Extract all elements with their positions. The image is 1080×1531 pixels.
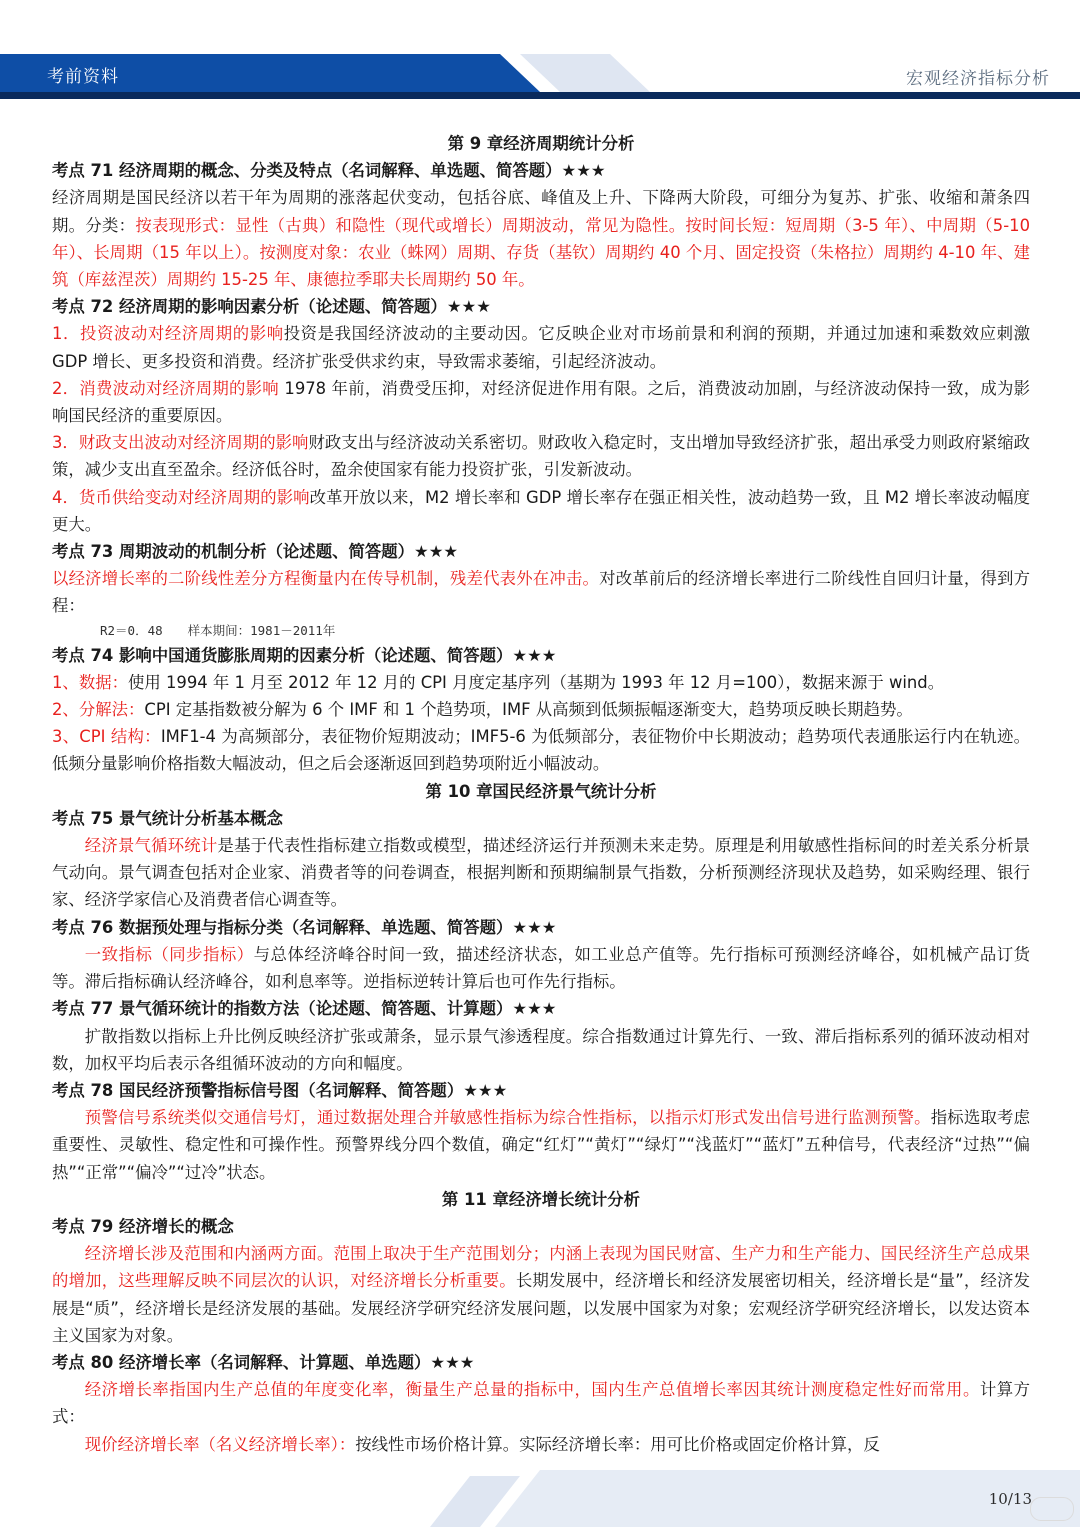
page-number: 10/13 (988, 1490, 1032, 1508)
header-light-stripe (520, 54, 650, 92)
kd80-line-red: 现价经济增长率（名义经济增长率）： (84, 1434, 356, 1454)
kd71-red-text: 按表现形式：显性（古典）和隐性（现代或增长）周期波动，常见为隐性。按时间长短：短周期（3-5 年）、中周期（5-10 年）、长周期（15 年以上）。按测度对象：农业（蛛网）周期、存货（基钦）周期约 40 个月、固定投资（朱格拉）周期约 4-10 年、建筑（库兹涅茨）周期约 15-25 年、康德拉季耶夫长周期约 50 年。 (52, 215, 1030, 290)
header-right-title: 宏观经济指标分析 (906, 69, 1050, 89)
kd72-item-label: 3．财政支出波动对经济周期的影响 (52, 433, 309, 453)
kd73-title: 考点 73 周期波动的机制分析（论述题、简答题）★★★ (52, 542, 459, 562)
kd72-item-1 (52, 320, 1030, 374)
kd77-title: 考点 77 景气循环统计的指数方法（论述题、简答题、计算题）★★★ (52, 999, 557, 1019)
kd71-title: 考点 71 经济周期的概念、分类及特点（名词解释、单选题、简答题）★★★ (52, 161, 606, 181)
kd72-title: 考点 72 经济周期的影响因素分析（论述题、简答题）★★★ (52, 297, 491, 317)
chapter-11-title: 第 11 章经济增长统计分析 (441, 1189, 641, 1209)
page-footer (0, 1470, 1080, 1527)
kd72-item-label: 2．消费波动对经济周期的影响 (52, 378, 279, 398)
kd76-text: 与总体经济峰谷时间一致，描述经济状态，如工业总产值等。先行指标可预测经济峰谷，如机械产品订货等。滞后指标确认经济峰谷，如利息率等。逆指标逆转计算后也可作先行指标。 (52, 944, 1030, 992)
kd73-paragraph (52, 565, 1030, 619)
kd78-text: 指标选取考虑重要性、灵敏性、稳定性和可操作性。预警界线分四个数值，确定“红灯”“黄灯”“绿灯”“浅蓝灯”“蓝灯”五种信号，代表经济“过热”“偏热”“正常”“偏冷”“过冷”状态。 (52, 1108, 1031, 1182)
kd72-item-text: 投资是我国经济波动的主要动因。它反映企业对市场前景和利润的预期，并通过加速和乘数效应刺激 GDP 增长、更多投资和消费。经济扩张受供求约束，导致需求萎缩，引起经济波动。 (52, 324, 1030, 371)
kd76-paragraph (52, 941, 1030, 995)
kd72-item-2 (52, 375, 1030, 429)
kd80-text: 计算方式： (52, 1380, 1031, 1427)
kd71-text: 经济周期是国民经济以若干年为周期的涨落起伏变动，包括谷底、峰值及上升、下降两大阶段，可细分为复苏、扩张、收缩和萧条四期。分类： (52, 188, 1030, 235)
header-left-title: 考前资料 (47, 67, 119, 87)
chapter-9-title: 第 9 章经济周期统计分析 (447, 134, 635, 153)
footer-band (0, 1470, 1080, 1527)
kd74-item-3 (52, 723, 1030, 777)
kd75-paragraph (52, 832, 1030, 914)
kd73-text: 对改革前后的经济增长率进行二阶线性自回归计量，得到方程： (52, 569, 1031, 616)
document-body (52, 130, 1030, 1458)
kd72-item-text: 改革开放以来，M2 增长率和 GDP 增长率存在强正相关性，波动趋势一致，且 M2 增长率波动幅度更大。 (52, 487, 1030, 534)
kd75-red-text: 经济景气循环统计 (84, 836, 218, 856)
kd76-red-text: 一致指标（同步指标） (84, 944, 254, 964)
kd74-title: 考点 74 影响中国通货膨胀周期的因素分析（论述题、简答题）★★★ (52, 645, 557, 665)
kd72-item-text: 1978 年前，消费受压抑，对经济促进作用有限。之后，消费波动加剧，与经济波动保持一致，成为影响国民经济的重要原因。 (52, 378, 1030, 426)
kd80-paragraph (52, 1376, 1030, 1430)
kd76-title: 考点 76 数据预处理与指标分类（名词解释、单选题、简答题）★★★ (52, 917, 557, 937)
kd72-item-label: 4．货币供给变动对经济周期的影响 (52, 487, 310, 507)
kd75-title: 考点 75 景气统计分析基本概念 (52, 808, 283, 828)
kd78-title: 考点 78 国民经济预警指标信号图（名词解释、简答题）★★★ (52, 1080, 508, 1100)
kd71-paragraph (52, 184, 1030, 293)
kd72-item-text: 财政支出与经济波动关系密切。财政收入稳定时，支出增加导致经济扩张，超出承受力则政府紧缩政策，减少支出直至盈余。经济低谷时，盈余使国家有能力投资扩张，引发新波动。 (52, 433, 1030, 480)
kd78-paragraph (52, 1104, 1030, 1186)
kd79-title: 考点 79 经济增长的概念 (52, 1216, 234, 1236)
kd74-item-1 (52, 669, 1030, 696)
kd73-red-text: 以经济增长率的二阶线性差分方程衡量内在传导机制，残差代表外在冲击。 (52, 569, 600, 589)
kd72-item-3 (52, 429, 1030, 483)
kd79-red-text: 经济增长涉及范围和内涵两方面。范围上取决于生产范围划分；内涵上表现为国民财富、生产力和生产能力、国民经济生产总成果的增加，这些理解反映不同层次的认识，对经济增长分析重要。 (52, 1244, 1030, 1291)
kd78-red-text: 预警信号系统类似交通信号灯，通过数据处理合并敏感性指标为综合性指标，以指示灯形式发出信号进行监测预警。 (84, 1108, 931, 1128)
page-header (0, 0, 1080, 100)
kd72-item-4 (52, 484, 1030, 538)
watermark-logo (1030, 1497, 1074, 1521)
kd74-item-label: 2、分解法： (52, 700, 145, 720)
kd77-paragraph: 扩散指数以指标上升比例反映经济扩张或萧条，显示景气渗透程度。综合指数通过计算先行、一致、滞后指标系列的循环波动相对数，加权平均后表示各组循环波动的方向和幅度。 (52, 1026, 1030, 1073)
kd80-line-text: 按线性市场价格计算。实际经济增长率：用可比价格或固定价格计算，反 (355, 1434, 880, 1454)
kd73-equation: R2＝0．48 样本期间：1981－2011年 (100, 622, 336, 638)
chapter-10-title: 第 10 章国民经济景气统计分析 (425, 781, 657, 801)
kd72-item-label: 1．投资波动对经济周期的影响 (52, 324, 284, 344)
kd75-text: 是基于代表性指标建立指数或模型，描述经济运行并预测未来走势。原理是利用敏感性指标间的时差关系分析景气动向。景气调查包括对企业家、消费者等的问卷调查，根据判断和预期编制景气指数，分析预测经济现状及趋势，如采购经理、银行家、经济学家信心及消费者信心调查等。 (52, 836, 1030, 910)
kd74-item-text: 使用 1994 年 1 月至 2012 年 12 月的 CPI 月度定基序列（基期为 1993 年 12 月=100），数据来源于 wind。 (128, 672, 945, 692)
kd74-item-text: CPI 定基指数被分解为 6 个 IMF 和 1 个趋势项，IMF 从高频到低频振幅逐渐变大，趋势项反映长期趋势。 (144, 700, 913, 720)
kd79-text: 长期发展中，经济增长和经济发展密切相关，经济增长是“量”，经济发展是“质”，经济增长是经济发展的基础。发展经济学研究经济发展问题，以发展中国家为对象；宏观经济学研究经济增长，以发达资本主义国家为对象。 (52, 1271, 1031, 1345)
kd79-paragraph (52, 1240, 1030, 1349)
kd74-item-label: 3、CPI 结构： (52, 727, 161, 747)
kd74-item-label: 1、数据： (52, 672, 128, 692)
kd80-red-text: 经济增长率指国内生产总值的年度变化率，衡量生产总量的指标中，国内生产总值增长率因其统计测度稳定性好而常用。 (84, 1380, 980, 1400)
kd74-item-2 (52, 696, 1030, 723)
kd80-title: 考点 80 经济增长率（名词解释、计算题、单选题）★★★ (52, 1352, 475, 1372)
kd80-formula-line (52, 1431, 1030, 1458)
header-dark-rule (0, 92, 1080, 99)
kd74-item-text: IMF1-4 为高频部分，表征物价短期波动；IMF5-6 为低频部分，表征物价中长期波动；趋势项代表通胀运行内在轨迹。低频分量影响价格指数大幅波动，但之后会逐渐返回到趋势项附近小幅波动。 (52, 727, 1030, 774)
